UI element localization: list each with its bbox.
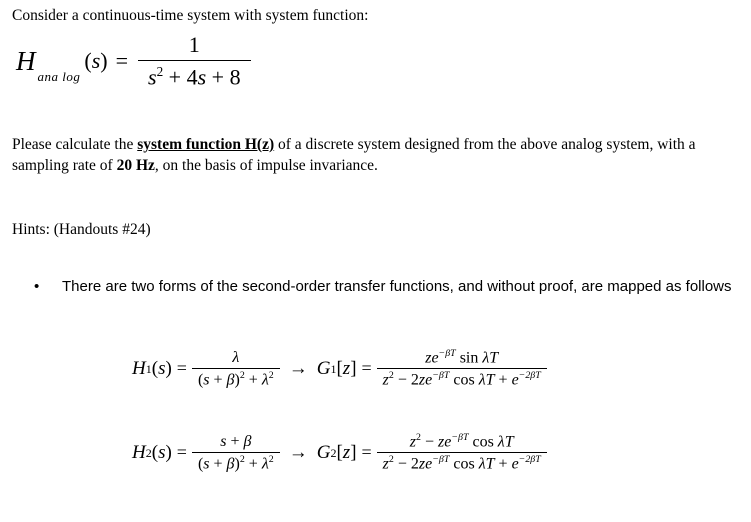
lhs-function-2	[132, 442, 172, 464]
lhs-fn-arg: (s)	[151, 357, 172, 379]
paren-close: )	[100, 48, 108, 74]
rhs-fn-index: 1	[330, 361, 337, 376]
rhs-fn-arg: [z]	[336, 357, 357, 379]
lhs-numerator-2: s + β	[220, 432, 252, 450]
equation-line	[132, 348, 547, 390]
question-paragraph	[12, 134, 738, 176]
h-symbol: H	[16, 45, 36, 76]
rhs-fraction-1	[377, 348, 547, 390]
intro-text: Consider a continuous-time system with system function:	[12, 7, 369, 24]
denominator-rest: + 4s + 8	[168, 64, 241, 90]
lhs-equals-1: =	[176, 358, 187, 379]
lhs-denominator-1: $(s + \beta)^2 + \lambda^2$	[197, 369, 274, 388]
rhs-numerator-1: $ze^{-\beta T}$ sin λT	[425, 348, 499, 367]
equation-line	[132, 432, 547, 474]
lhs-fn-symbol: H	[132, 357, 146, 379]
lhs-fn-index: 1	[145, 361, 152, 376]
rhs-equals-2: =	[361, 442, 372, 463]
bullet-text: There are two forms of the second-order transfer functions, and without proof, are mapped as follows	[62, 278, 732, 295]
rhs-equals-1: =	[361, 358, 372, 379]
paragraph-emphasis: system function H(z)	[137, 136, 275, 153]
lhs-function-1	[132, 358, 172, 380]
maps-to-arrow-2: →	[288, 441, 308, 463]
bullet-item	[34, 276, 734, 297]
rhs-fn-symbol: G	[316, 441, 331, 463]
rhs-denominator-1: $z^2 - 2ze^{-\beta T}$ $\cos \lambda T + e^{-2\beta T}$	[382, 370, 541, 389]
lhs-fraction-1	[192, 349, 280, 389]
sampling-rate: 20 Hz	[116, 157, 155, 174]
rhs-fn-index: 2	[330, 445, 337, 460]
lhs-denominator-2: $(s + \beta)^2 + \lambda^2$	[197, 453, 274, 472]
rhs-fn-symbol: G	[316, 357, 331, 379]
equation-argument	[84, 48, 107, 74]
lhs-fn-symbol: H	[132, 441, 146, 463]
rhs-denominator-2: $z^2 - 2ze^{-\beta T}$ $\cos \lambda T + e^{-2\beta T}$	[382, 454, 541, 473]
denominator-exponent: 2	[156, 64, 164, 79]
lhs-equals-2: =	[176, 442, 187, 463]
main-equation	[16, 32, 251, 90]
main-fraction	[138, 32, 251, 90]
rhs-fraction-2	[377, 432, 547, 474]
maps-to-arrow-1: →	[288, 357, 308, 379]
rhs-function-2	[317, 442, 357, 464]
lhs-fraction-2	[192, 433, 280, 473]
lhs-numerator-1: λ	[232, 348, 240, 366]
paragraph-part3: , on the basis of impulse invariance.	[154, 157, 378, 174]
denominator-s: s	[148, 64, 157, 90]
fraction-denominator	[138, 61, 251, 90]
fraction-numerator: 1	[188, 32, 200, 57]
argument-variable: s	[91, 48, 101, 74]
equals-sign: =	[115, 48, 129, 74]
lhs-fn-index: 2	[145, 445, 152, 460]
paren-open: (	[84, 48, 92, 74]
transfer-equation-2	[132, 432, 547, 474]
paragraph-part2: of a discrete system designed from the above analog system, with a sampling rate of	[12, 136, 696, 174]
bullet-marker: •	[34, 278, 40, 295]
hints-label: Hints: (Handouts #24)	[12, 221, 151, 238]
rhs-function-1	[317, 358, 357, 380]
transfer-equation-1	[132, 348, 547, 390]
rhs-fn-arg: [z]	[336, 441, 357, 463]
paragraph-part1: Please calculate the	[12, 136, 138, 153]
h-subscript: ana log	[37, 69, 81, 85]
rhs-numerator-2: $z^2 - ze^{-\beta T}$ cos λT	[409, 432, 514, 451]
lhs-fn-arg: (s)	[151, 441, 172, 463]
